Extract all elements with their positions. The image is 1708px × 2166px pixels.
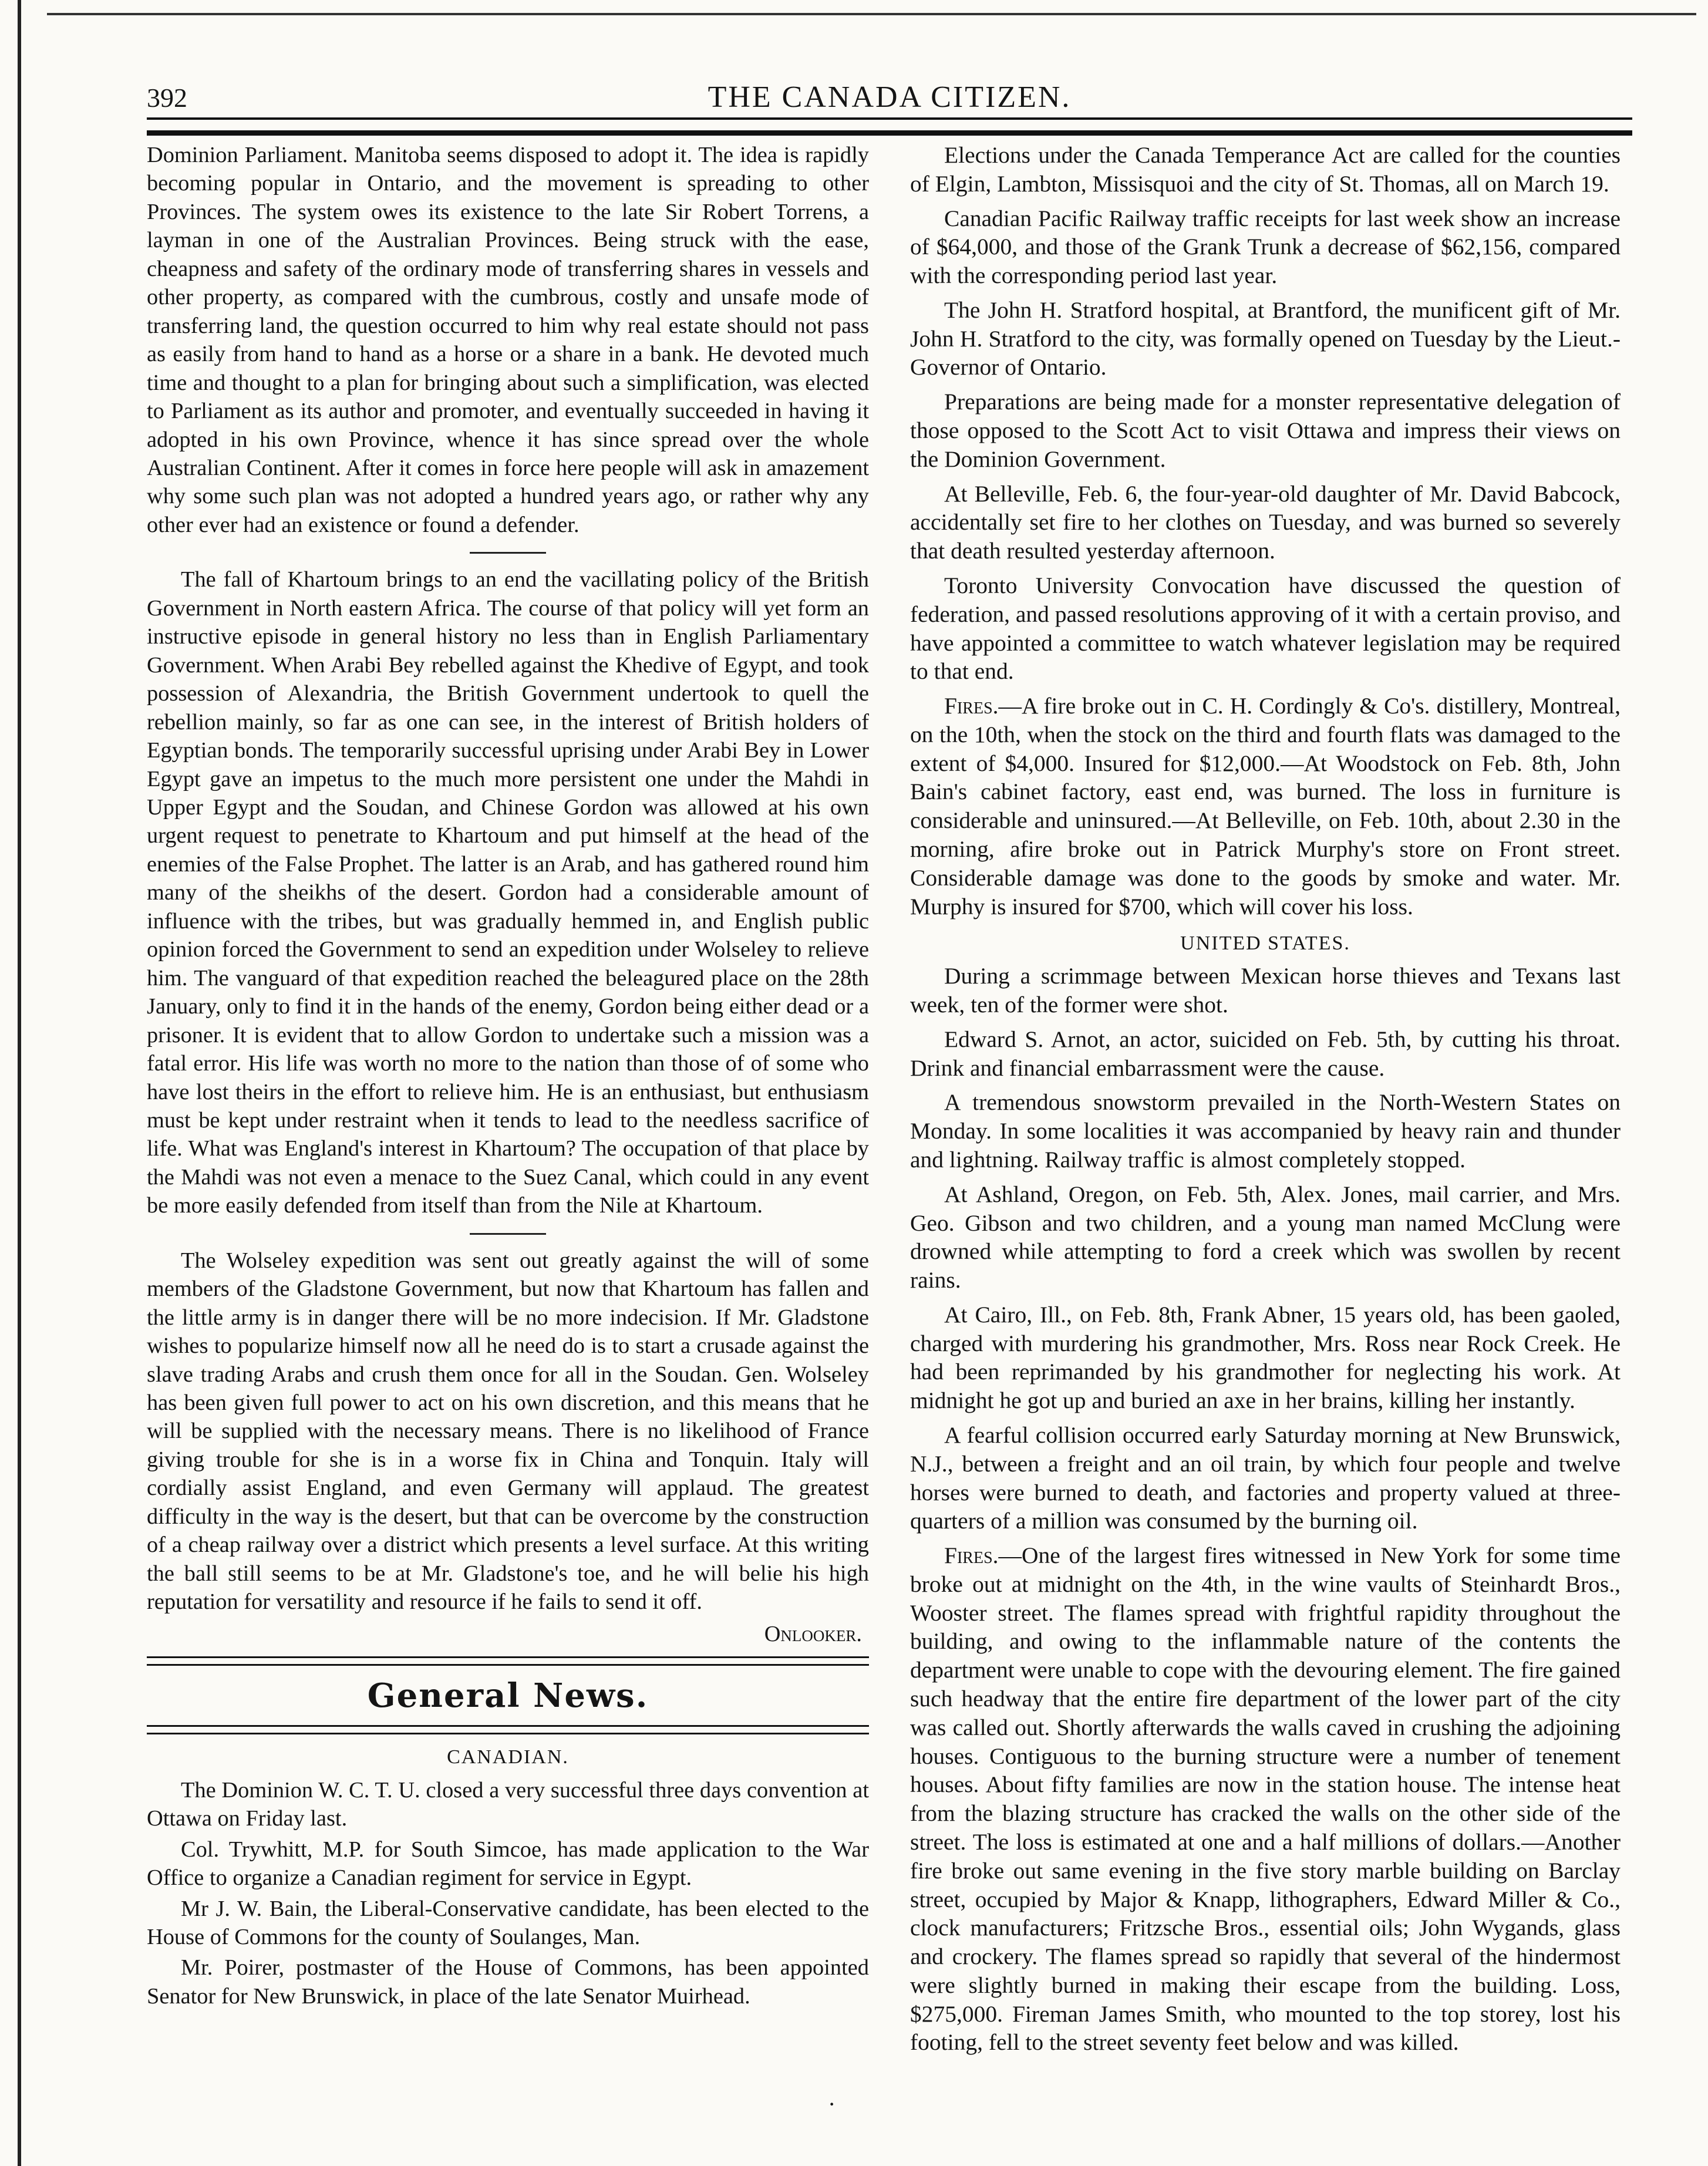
news-item: Canadian Pacific Railway traffic receipts for last week show an increase of $64,000, and those of the Grank Trunk a decrease of $62,156, compared with the corresponding period last year. [910,205,1621,289]
separator-rule [470,552,546,554]
fires-text: —One of the largest fires witnessed in New York for some time broke out at midnight on the 4th, in the wine vaults of Steinhardt Bros., Wooster street. The flames spread with frightful rapidity throughout the building, and owing to the inflammable nature of the contents the department were unable to cope with the devouring element. The fire gained such headway that the entire fire department of the lower part of the city was called out. Shortly afterwards the walls caved in crushing the adjoining houses. Contiguous to the burning structure were a number of tenement houses. About fifty families are now in the station house. The intense heat from the blazing structure has cracked the walls on the other side of the street. The loss is estimated at one and a half millions of dollars.—Another fire broke out same evening in the five story marble building on Barclay street, occupied by Major & Knapp, lithographers, Edward Miller & Co., clock manufacturers; Fritzsche Bros., essential oils; John Wygands, glass and crockery. The flames spread so rapidly that several of the hindermost were slightly burned in making their escape from the building. Loss, $275,000. Fireman James Smith, who mounted to the top storey, lost his footing, fell to the street seventy feet below and was killed. [910,1542,1621,2056]
news-item: Preparations are being made for a monster representative delegation of those opposed to the Scott Act to visit Ottawa and impress their views on the Dominion Government. [910,389,1621,472]
news-item: At Cairo, Ill., on Feb. 8th, Frank Abner, 15 years old, has been gaoled, charged with murdering his grandmother, Mrs. Ross near Rock Creek. He had been reprimanded by his grandmother for neglecting his work. At midnight he got up and buried an axe in her brains, killing her instantly. [910,1301,1621,1414]
news-item: A tremendous snowstorm prevailed in the North-Western States on Monday. In some localities it was accompanied by heavy rain and thunder and lightning. Railway traffic is almost completely stopped. [910,1089,1621,1173]
subheading-canadian: CANADIAN. [447,1746,569,1768]
news-item: Edward S. Arnot, an actor, suicided on Feb. 5th, by cutting his throat. Drink and financial embarrassment were the cause. [910,1026,1621,1081]
paragraph: Dominion Parliament. Manitoba seems disposed to adopt it. The idea is rapidly becoming popular in Ontario, and the movement is spreading to other Provinces. The system owes its existence to the late Sir Robert Torrens, a layman in one of the Australian Provinces. Being struck with the ease, cheapness and safety of the ordinary mode of transferring shares in vessels and other property, as compared with the cumbrous, costly and unsafe mode of transferring land, the question occurred to him why real estate should not pass as easily from hand to hand as a horse or a share in a bank. He devoted much time and thought to a plan for bringing about such a simplification, was elected to Parliament as its author and promoter, and eventually succeeded in having it adopted in his own Province, whence it has since spread over the whole Australian Continent. After it comes in force here people will ask in amazement why some such plan was not adopted a hundred years ago, or rather why any other ever had an existence or found a defender. [147,143,869,537]
footer-mark: · [828,2091,836,2117]
signature: Onlooker. [764,1621,862,1646]
double-rule [147,1656,869,1666]
page-title: THE CANADA CITIZEN. [708,80,1072,114]
page-header [147,76,1632,123]
news-item: Elections under the Canada Temperance Act are called for the counties of Elgin, Lambton, Missisquoi and the city of St. Thomas, all on March 19. [910,142,1621,197]
news-item: A fearful collision occurred early Saturday morning at New Brunswick, N.J., between a freight and an oil train, by which four people and twelve horses were burned to death, and factories and property valued at three-quarters of a million was consumed by the burning oil. [910,1422,1621,1534]
news-item: Toronto University Convocation have discussed the question of federation, and passed resolutions approving of it with a certain proviso, and have appointed a committee to watch whatever legislation may be required to that end. [910,572,1621,685]
news-item: Mr. Poirer, postmaster of the House of Commons, has been appointed Senator for New Brunswick, in place of the late Senator Muirhead. [147,1955,869,2009]
news-item: The John H. Stratford hospital, at Brantford, the munificent gift of Mr. John H. Stratford to the city, was formally opened on Tuesday by the Lieut.-Governor of Ontario. [910,297,1621,380]
fires-label: Fires. [944,1542,999,1569]
right-column [910,141,1621,2125]
left-column [147,141,869,2125]
fires-text: —A fire broke out in C. H. Cordingly & Co's. distillery, Montreal, on the 10th, when the stock on the third and fourth flats was damaged to the extent of $4,000. Insured for $12,000.—At Woodstock on Feb. 8th, John Bain's cabinet factory, east end, was burned. The loss in furniture is considerable and uninsured.—At Belleville, on Feb. 10th, about 2.30 in the morning, afire broke out in Patrick Murphy's store on Front street. Considerable damage was done to the goods by smoke and water. Mr. Murphy is insured for $700, which will cover his loss. [910,693,1621,919]
separator-rule [470,1233,546,1235]
news-item-fires [910,692,1621,921]
news-item: Col. Trywhitt, M.P. for South Simcoe, has made application to the War Office to organize a Canadian regiment for service in Egypt. [147,1837,869,1891]
paragraph: The Wolseley expedition was sent out greatly against the will of some members of the Gladstone Government, but now that Khartoum has fallen and the little army is in danger there will be no more indecision. If Mr. Gladstone wishes to popularize himself now all he need do is to start a crusade against the slave trading Arabs and crush them once for all in the Soudan. Gen. Wolseley has been given full power to act on his own discretion, and this means that he will be supplied with the necessary means. There is no likelihood of France giving trouble for she is in a worse fix in China and Tonquin. Italy will cordially assist England, and even Germany will applaud. The greatest difficulty in the way is the desert, but that can be overcome by the construction of a cheap railway over a district which presents a level surface. At this writing the ball still seems to be at Mr. Gladstone's toe, and he will belie his high reputation for versatility and resource if he fails to send it off. [147,1248,869,1615]
section-title: General News. [367,1676,649,1716]
news-item: The Dominion W. C. T. U. closed a very successful three days convention at Ottawa on Friday last. [147,1777,869,1831]
scan-edge [18,0,45,2166]
paragraph: The fall of Khartoum brings to an end the vacillating policy of the British Government in North eastern Africa. The course of that policy will yet form an instructive episode in general history no less than in English Parliamentary Government. When Arabi Bey rebelled against the Khedive of Egypt, and took possession of Alexandria, the British Government undertook to quell the rebellion mainly, so far as one can see, in the interest of British holders of Egyptian bonds. The temporarily successful uprising under Arabi Bey in Lower Egypt gave an impetus to the much more persistent one under the Mahdi in Upper Egypt and the Soudan, and Chinese Gordon was allowed at his own urgent request to penetrate to Khartoum and put himself at the head of the enemies of the False Prophet. The latter is an Arab, and has gathered round him many of the sheikhs of the desert. Gordon had a considerable amount of influence with the tribes, but was gradually hemmed in, and English public opinion forced the Government to send an expedition under Wolseley to relieve him. The vanguard of that expedition reached the beleagured place on the 28th January, only to find it in the hands of the enemy, Gordon being either dead or a prisoner. It is evident that to allow Gordon to undertake such a mission was a fatal error. His life was worth no more to the nation than those of of some who have lost theirs in the effort to relieve him. He is an enthusiast, but enthusiasm must be kept under restraint when it tends to lead to the needless sacrifice of life. What was England's interest in Khartoum? The occupation of that place by the Mahdi was not even a menace to the Suez Canal, which could in any event be more easily defended from itself than from the Nile at Khartoum. [147,567,869,1218]
news-item: Mr J. W. Bain, the Liberal-Conservative candidate, has been elected to the House of Commons for the county of Soulanges, Man. [147,1896,869,1949]
fires-label: Fires. [944,693,999,719]
news-item: At Belleville, Feb. 6, the four-year-old daughter of Mr. David Babcock, accidentally set fire to her clothes on Tuesday, and was burned so severely that death resulted yesterday afternoon. [910,480,1621,564]
news-item: During a scrimmage between Mexican horse thieves and Texans last week, ten of the former were shot. [910,963,1621,1018]
news-item: At Ashland, Oregon, on Feb. 5th, Alex. Jones, mail carrier, and Mrs. Geo. Gibson and two children, and a young man named McClung were drowned while attempting to ford a creek which was swollen by recent rains. [910,1181,1621,1293]
subheading-united-states: UNITED STATES. [1180,932,1350,955]
page-number: 392 [147,83,187,113]
double-rule [147,1725,869,1734]
header-rule [147,117,1632,136]
news-item-fires [910,1541,1621,2057]
top-rule [47,13,1696,15]
